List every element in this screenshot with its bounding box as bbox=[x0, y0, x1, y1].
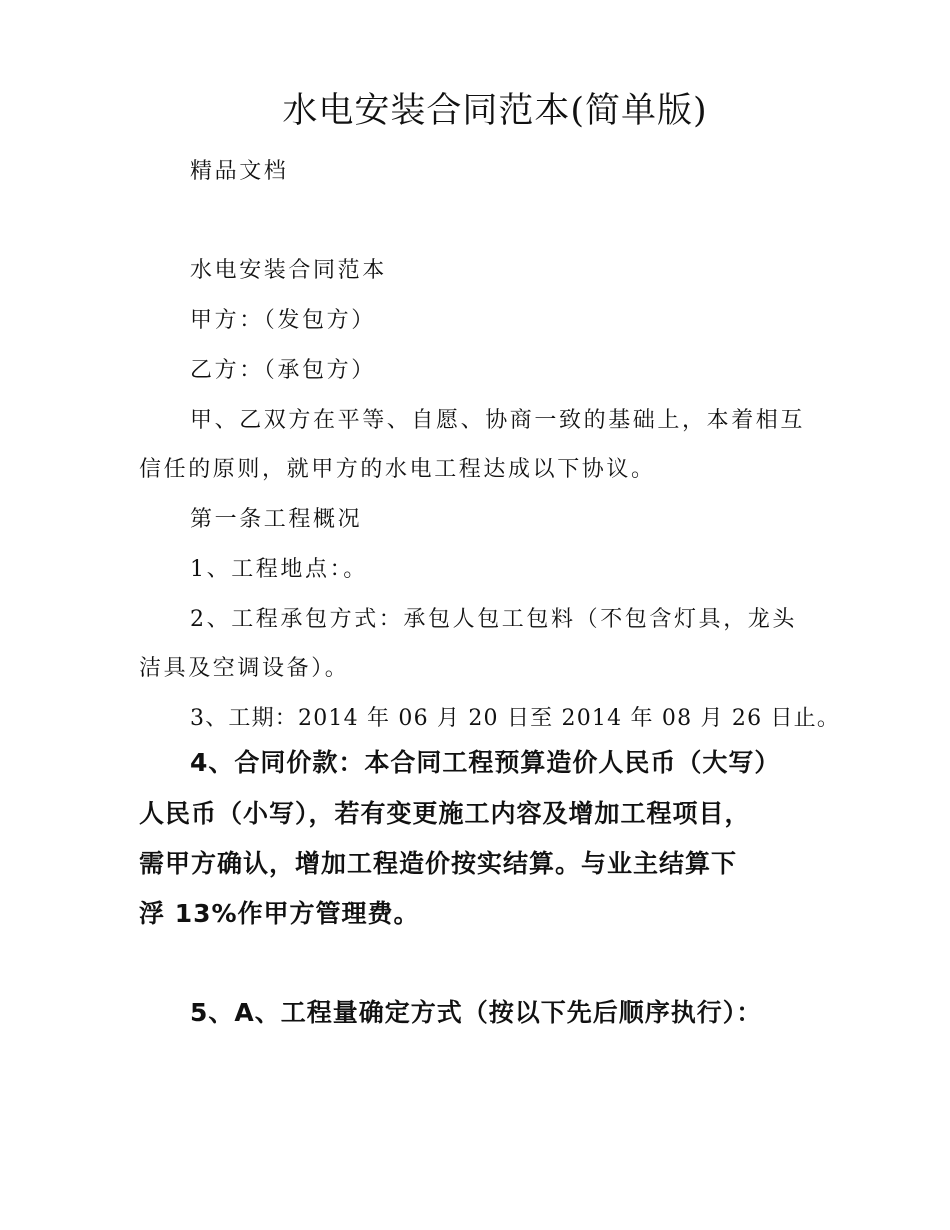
party-b: 乙方：（承包方） bbox=[190, 358, 376, 383]
item-3-period: 3、工期：2014 年 06 月 20 日至 2014 年 08 月 26 日止。 bbox=[190, 706, 841, 731]
item-1-location: 1、工程地点：。 bbox=[190, 557, 368, 582]
intro-line-2: 信任的原则，就甲方的水电工程达成以下协议。 bbox=[139, 457, 656, 482]
item-2-line-1: 2、工程承包方式：承包人包工包料（不包含灯具，龙头 bbox=[190, 607, 797, 632]
contract-subtitle: 水电安装合同范本 bbox=[190, 258, 387, 283]
item-4-line-1: 4、合同价款：本合同工程预算造价人民币（大写） bbox=[190, 748, 781, 777]
intro-line-1: 甲、乙双方在平等、自愿、协商一致的基础上，本着相互 bbox=[190, 408, 806, 433]
item-5-heading: 5、A、工程量确定方式（按以下先后顺序执行）： bbox=[190, 998, 763, 1027]
item-2-line-2: 洁具及空调设备）。 bbox=[139, 656, 350, 681]
article-1-heading: 第一条工程概况 bbox=[190, 507, 363, 532]
party-a: 甲方：（发包方） bbox=[190, 308, 376, 333]
item-4-line-3: 需甲方确认，增加工程造价按实结算。与业主结算下 bbox=[139, 849, 738, 878]
header-note: 精品文档 bbox=[190, 159, 289, 184]
document-title: 水电安装合同范本(简单版) bbox=[282, 91, 708, 131]
item-4-line-2: 人民币（小写），若有变更施工内容及增加工程项目， bbox=[139, 799, 751, 828]
item-4-line-4: 浮 13%作甲方管理费。 bbox=[139, 899, 420, 928]
